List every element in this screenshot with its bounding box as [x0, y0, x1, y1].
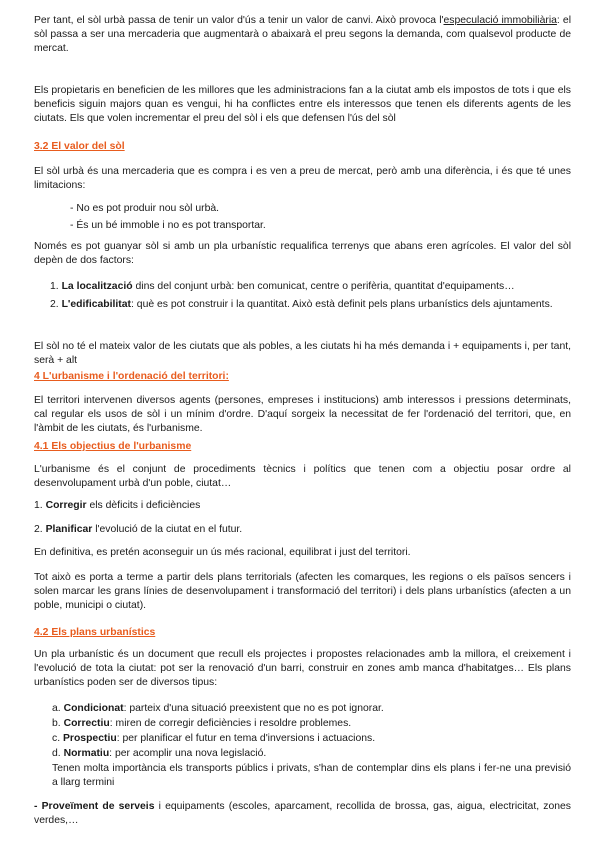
heading-4-1: 4.1 Els objectius de l'urbanisme — [34, 441, 192, 452]
paragraph-urban-land-merchandise: El sòl urbà és una mercaderia que es compra i es ven a preu de mercat, però amb una diferència, i és que té unes limitacions: — [34, 166, 571, 191]
plan-type-item: b. Correctiu: miren de corregir deficiències i resoldre problemes. — [52, 718, 352, 729]
objective-item: 1. Corregir els dèficits i deficiències — [34, 500, 201, 511]
paragraph-owners-conflicts: Els propietaris en beneficien de les millores que les administracions fan a la ciutat amb els impostos de tots i que els beneficis siguin majors quan es vengui, hi ha conflictes entre els interessos que tenen els diferents agents de les ciutats. Els que volen incrementar el preu del sòl i els que defensen l'ús del sòl — [34, 85, 571, 124]
paragraph-rational-use: En definitiva, es pretén aconseguir un ús més racional, equilibrat i just del territori. — [34, 547, 411, 558]
objective-item: 2. Planificar l'evolució de la ciutat en el futur. — [34, 524, 243, 535]
paragraph-land-value-change: Per tant, el sòl urbà passa de tenir un valor d'ús a tenir un valor de canvi. Això provoca l'especulació immobiliària: el sòl passa a ser una mercaderia que augmentarà o abaixarà el preu segons la demanda, com qualsevol producte de mercat. — [34, 15, 571, 54]
paragraph-transport: Tenen molta importància els transports públics i privats, s'han de contemplar dins els plans i fer-ne una previsió a llarg termini — [52, 763, 571, 788]
plan-type-item: d. Normatiu: per acomplir una nova legislació. — [52, 748, 267, 759]
heading-4-2: 4.2 Els plans urbanístics — [34, 627, 156, 638]
speculation-term: especulació immobiliària — [443, 15, 557, 26]
limitation-item: - És un bé immoble i no es pot transportar. — [70, 220, 266, 231]
limitation-item: - No es pot produir nou sòl urbà. — [70, 203, 220, 214]
factor-item: 2. L'edificabilitat: què es pot construir i la quantitat. Això està definit pels plans urbanístics dels ajuntaments. — [50, 299, 553, 310]
heading-4: 4 L'urbanisme i l'ordenació del territori: — [34, 371, 229, 382]
paragraph-urban-plan-definition: Un pla urbanístic és un document que recull els projectes i propostes relacionades amb la millora, el creixement i l'evolució de tota la ciutat: pot ser la renovació d'un barri, construir en zones amb manca d'habitatges… Els plans urbanístics poden ser de diversos tipus: — [34, 649, 571, 688]
paragraph-territorial-plans: Tot això es porta a terme a partir dels plans territorials (afecten les comarques, les regions o els països sencers i solen marcar les grans línies de desenvolupament i transformació del territori) i dels plans urbanístics (afecten a un poble, municipi o ciutat). — [34, 572, 571, 611]
paragraph-territory-agents: El territori intervenen diversos agents (persones, empreses i institucions) amb interessos i pressions determinats, cal regular els usos de sòl i un mínim d'ordre. D'aquí sorgeix la necessitat de fer l'ordenació del territori, que, en l'àmbit de les ciutats, és l'urbanisme. — [34, 395, 571, 434]
paragraph-services: - Proveïment de serveis i equipaments (escoles, aparcament, recollida de brossa, gas, aigua, electricitat, zones verdes,… — [34, 801, 571, 826]
paragraph-urbanism-definition: L'urbanisme és el conjunt de procediments tècnics i polítics que tenen com a objectiu posar ordre al desenvolupament urbà d'un poble, ciutat… — [34, 464, 571, 489]
plan-type-item: c. Prospectiu: per planificar el futur en tema d'inversions i actuacions. — [52, 733, 376, 744]
paragraph-two-factors: Només es pot guanyar sòl si amb un pla urbanístic requalifica terrenys que abans eren agrícoles. El valor del sòl depèn de dos factors: — [34, 241, 571, 266]
factor-item: 1. La localització dins del conjunt urbà: ben comunicat, centre o perifèria, quantitat d'equipaments… — [50, 281, 515, 292]
heading-3-2: 3.2 El valor del sòl — [34, 141, 125, 152]
plan-type-item: a. Condicionat: parteix d'una situació preexistent que no es pot ignorar. — [52, 703, 384, 714]
paragraph-city-vs-town: El sòl no té el mateix valor de les ciutats que als pobles, a les ciutats hi ha més demanda i + equipaments i, per tant, serà + alt — [34, 341, 571, 366]
